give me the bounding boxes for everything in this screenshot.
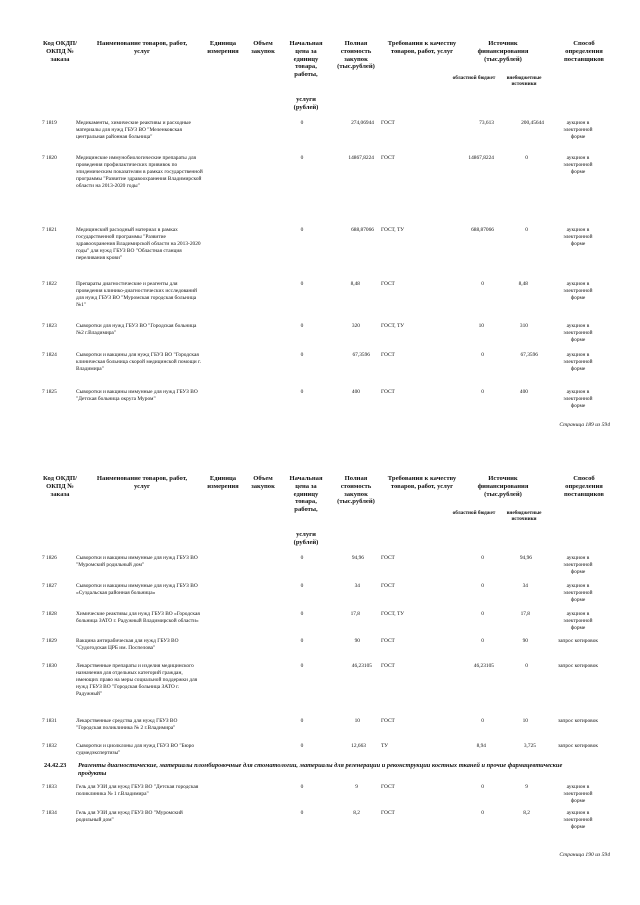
row-regional: 0	[481, 555, 484, 561]
row-extrabudget: 3,725	[523, 743, 536, 749]
row-price: 0	[300, 323, 304, 329]
row-name: Сыворотки и вакцины иммунные для нужд ГБУЗ ВО «Суздальская районная больница»	[76, 583, 198, 597]
row-price: 0	[300, 718, 304, 724]
row-name: Лекарственные средства для нужд ГБУЗ ВО "Городская поликлиника № 2 г.Владимира"	[76, 718, 178, 732]
row-extrabudget: 310	[519, 323, 528, 329]
row-cost: 94,96	[351, 555, 364, 561]
row-extrabudget: 34	[522, 583, 528, 589]
row-cost: 67,3596	[352, 352, 370, 358]
row-price: 0	[300, 352, 304, 358]
row-name: Сыворотки и циолклоны для нужд ГБУЗ ВО "Бюро судмедэкспертизы"	[76, 743, 195, 757]
row-extrabudget: 8,48	[518, 281, 528, 287]
row-price: 0	[300, 120, 304, 126]
row-name: Химические реактивы для нужд ГБУЗ ВО «Городская больница ЗАТО г. Радужный Владимирской области»	[76, 611, 200, 625]
row-quality: ГОСТ	[381, 155, 395, 161]
row-method: аукцион в электронной форме	[563, 810, 593, 831]
row-regional: 0	[481, 784, 484, 790]
header-source-extrabudget: внебюджетные источники	[506, 75, 542, 87]
category-title: Реагенты диагностические, материалы пломбировочные для стоматологии, материалы для регенерации и реконструкции костных тканей и прочие фармацевтические продукты	[78, 762, 563, 778]
row-regional: 46,23105	[473, 663, 494, 669]
header-unit: Единица измерения	[207, 40, 239, 55]
row-regional: 0	[481, 718, 484, 724]
row-cost: 46,23105	[351, 663, 372, 669]
row-cost: 10	[354, 718, 360, 724]
row-quality: ТУ	[381, 743, 389, 749]
header-source-regional: областной бюджет	[452, 510, 496, 516]
row-regional: 0	[481, 638, 484, 644]
row-price: 0	[300, 638, 304, 644]
row-extrabudget: 17,8	[520, 611, 530, 617]
row-regional: 688,87066	[471, 227, 494, 233]
row-method: аукцион в электронной форме	[563, 555, 593, 576]
row-method: аукцион в электронной форме	[563, 583, 593, 604]
row-num: 7 1832	[42, 743, 57, 749]
page-footer: Страница 189 из 594	[559, 422, 610, 428]
page-footer: Страница 190 из 594	[559, 852, 610, 858]
row-method: аукцион в электронной форме	[563, 120, 593, 141]
row-name: Гель для УЗИ для нужд ГБУЗ ВО "Муромский родильный дом"	[76, 810, 183, 824]
header-source: Источник финансирования (тыс.рублей)	[477, 475, 529, 498]
row-extrabudget: 9	[525, 784, 528, 790]
row-name: Медицинский расходный материал в рамках государственной программы "Развитие здравоохранения Владимирской области на 2013-2020 годы" для нужд ГБУЗ ВО "Областная станция переливания крови"	[76, 227, 201, 262]
row-cost: 12,663	[351, 743, 366, 749]
row-name: Сыворотки и вакцины иммунные для нужд ГБУЗ ВО "Муромский родильный дом"	[76, 555, 198, 569]
row-method: аукцион в электронной форме	[563, 784, 593, 805]
row-price: 0	[300, 389, 304, 395]
row-price: 0	[300, 743, 304, 749]
row-quality: ГОСТ	[381, 718, 395, 724]
row-name: Лекарственные препараты и изделия медицинского назначения для отдельных категорий граждан, имеющих право на меры социальной поддержки для нужд ГБУЗ ВО "Городская больница ЗАТО г. Радужный"	[76, 663, 198, 698]
row-price: 0	[300, 155, 304, 161]
row-quality: ГОСТ, ТУ	[381, 323, 405, 329]
row-price: 0	[300, 227, 304, 233]
row-price: 0	[300, 555, 304, 561]
row-regional: 0	[481, 611, 484, 617]
row-cost: 8,2	[353, 810, 360, 816]
header-method: Способ определения поставщиков	[564, 40, 604, 63]
row-quality: ГОСТ	[381, 389, 395, 395]
row-regional: 0	[481, 281, 484, 287]
header-name: Наименование товаров, работ, услуг	[96, 40, 188, 55]
row-method: аукцион в электронной форме	[563, 352, 593, 373]
row-cost: 17,8	[350, 611, 360, 617]
row-cost: 90	[354, 638, 360, 644]
row-extrabudget: 400	[519, 389, 528, 395]
row-quality: ГОСТ	[381, 663, 395, 669]
row-cost: 9	[355, 784, 358, 790]
header-price-services: услуги (рублей)	[293, 531, 319, 546]
row-method: аукцион в электронной форме	[563, 611, 593, 632]
row-name: Сыворотки и вакцины иммунные для нужд ГБУЗ ВО "Детская больница округа Муром"	[76, 389, 198, 403]
row-method: аукцион в электронной форме	[563, 281, 593, 302]
header-source-regional: областной бюджет	[452, 75, 496, 81]
header-code: Код ОКДП/ ОКПД № заказа	[43, 40, 77, 63]
row-extrabudget: 10	[522, 718, 528, 724]
header-price: Начальная цена за единицу товара, работы,	[289, 40, 323, 79]
row-regional: 8,94	[476, 743, 486, 749]
row-cost: 400	[351, 389, 360, 395]
header-price-services: услуги (рублей)	[293, 96, 319, 111]
row-price: 0	[300, 810, 304, 816]
row-cost: 14867,8224	[348, 155, 374, 161]
row-extrabudget: 94,96	[519, 555, 532, 561]
row-name: Сыворотки и вакцины для нужд ГБУЗ ВО "Городская клиническая больница скорой медицинской помощи г. Владимира"	[76, 352, 201, 373]
row-cost: 34	[354, 583, 360, 589]
row-method: запрос котировок	[557, 743, 599, 749]
row-regional: 0	[481, 583, 484, 589]
row-extrabudget: 0	[525, 155, 528, 161]
row-method: аукцион в электронной форме	[563, 389, 593, 410]
row-extrabudget: 0	[525, 227, 528, 233]
row-extrabudget: 8,2	[523, 810, 530, 816]
header-method: Способ определения поставщиков	[564, 475, 604, 498]
row-num: 7 1833	[42, 784, 57, 790]
header-price: Начальная цена за единицу товара, работы,	[289, 475, 323, 514]
row-quality: ГОСТ	[381, 555, 395, 561]
row-name: Препараты диагностические и реагенты для проведения клинико-диагностических исследований для нужд ГБУЗ ВО "Муромская городская больница №1"	[76, 281, 198, 309]
row-name: Гель для УЗИ для нужд ГБУЗ ВО "Детская городская поликлиника № 1 г.Владимира"	[76, 784, 199, 798]
row-num: 7 1825	[42, 389, 57, 395]
row-num: 7 1820	[42, 155, 57, 161]
header-cost: Полная стоимость закупок (тыс.рублей)	[337, 475, 375, 506]
row-num: 7 1821	[42, 227, 57, 233]
row-num: 7 1824	[42, 352, 57, 358]
header-unit: Единица измерения	[207, 475, 239, 490]
header-quality: Требования к качеству товаров, работ, услуг	[387, 475, 457, 490]
row-extrabudget: 90	[522, 638, 528, 644]
row-num: 7 1819	[42, 120, 57, 126]
header-volume: Объем закупок	[251, 40, 275, 55]
header-quality: Требования к качеству товаров, работ, услуг	[387, 40, 457, 55]
header-name: Наименование товаров, работ, услуг	[96, 475, 188, 490]
row-method: запрос котировок	[557, 638, 599, 644]
row-regional: 14867,8224	[468, 155, 494, 161]
header-source: Источник финансирования (тыс.рублей)	[477, 40, 529, 63]
row-quality: ГОСТ	[381, 120, 395, 126]
row-price: 0	[300, 784, 304, 790]
row-quality: ГОСТ	[381, 352, 395, 358]
row-regional: 73,613	[479, 120, 494, 126]
row-price: 0	[300, 281, 304, 287]
row-price: 0	[300, 663, 304, 669]
row-name: Медикаменты, химические реактивы и расходные материалы для нужд ГБУЗ ВО "Меленковская центральная районная больница"	[76, 120, 191, 141]
row-num: 7 1823	[42, 323, 57, 329]
row-quality: ГОСТ	[381, 810, 395, 816]
row-price: 0	[300, 583, 304, 589]
row-quality: ГОСТ	[381, 638, 395, 644]
row-quality: ГОСТ	[381, 784, 395, 790]
row-num: 7 1827	[42, 583, 57, 589]
row-method: аукцион в электронной форме	[563, 155, 593, 176]
row-name: Медицинские иммунобиологические препараты для проведения профилактических прививок по эпидемическим показателям в рамках государственной программы "Развитие здравоохранения Владимирской области на 2013-2020 годы"	[76, 155, 203, 190]
row-cost: 274,06944	[351, 120, 374, 126]
row-cost: 8,48	[350, 281, 360, 287]
row-name: Вакцина антирабическая для нужд ГБУЗ ВО "Судогодская ЦРБ им. Поспелова"	[76, 638, 179, 652]
row-method: аукцион в электронной форме	[563, 323, 593, 344]
row-num: 7 1834	[42, 810, 57, 816]
row-num: 7 1828	[42, 611, 57, 617]
header-volume: Объем закупок	[251, 475, 275, 490]
row-regional: 0	[481, 810, 484, 816]
row-num: 7 1822	[42, 281, 57, 287]
row-extrabudget: 200,45644	[521, 120, 544, 126]
row-regional: 10	[478, 323, 484, 329]
row-num: 7 1826	[42, 555, 57, 561]
header-code: Код ОКДП/ ОКПД № заказа	[43, 475, 77, 498]
row-extrabudget: 0	[525, 663, 528, 669]
row-quality: ГОСТ, ТУ	[381, 227, 405, 233]
row-num: 7 1829	[42, 638, 57, 644]
row-extrabudget: 67,3596	[520, 352, 538, 358]
row-name: Сыворотки для нужд ГБУЗ ВО "Городская больница №2 г.Владимира"	[76, 323, 197, 337]
row-cost: 320	[351, 323, 360, 329]
row-method: аукцион в электронной форме	[563, 227, 593, 248]
row-num: 7 1830	[42, 663, 57, 669]
row-quality: ГОСТ, ТУ	[381, 611, 405, 617]
row-regional: 0	[481, 352, 484, 358]
row-method: запрос котировок	[557, 718, 599, 724]
row-quality: ГОСТ	[381, 281, 395, 287]
header-source-extrabudget: внебюджетные источники	[506, 510, 542, 522]
header-cost: Полная стоимость закупок (тыс.рублей)	[337, 40, 375, 71]
row-price: 0	[300, 611, 304, 617]
row-regional: 0	[481, 389, 484, 395]
row-cost: 688,87066	[351, 227, 374, 233]
row-method: запрос котировок	[557, 663, 599, 669]
category-code: 24.42.23	[44, 762, 67, 769]
row-quality: ГОСТ	[381, 583, 395, 589]
row-num: 7 1831	[42, 718, 57, 724]
